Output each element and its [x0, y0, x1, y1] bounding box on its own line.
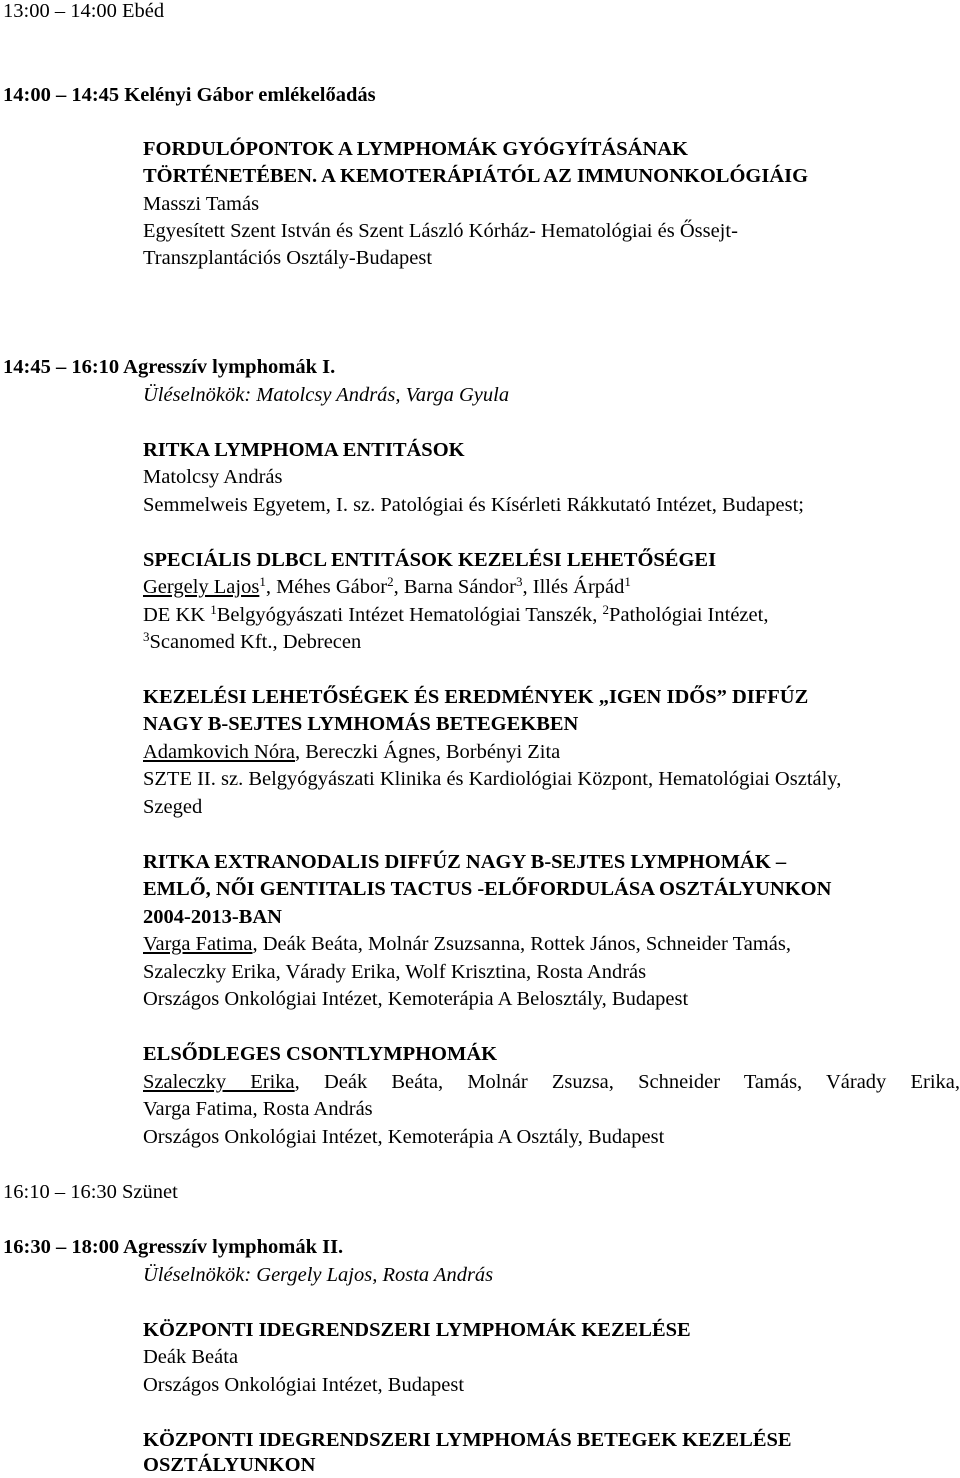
session-chairs: Üléselnökök: Matolcsy András, Varga Gyula [143, 384, 510, 406]
talk-authors [143, 739, 560, 765]
talk-affiliation: Semmelweis Egyetem, I. sz. Patológiai és Kísérleti Rákkutató Intézet, Budapest; [143, 494, 804, 516]
talk-affiliation [143, 602, 768, 628]
talk-title: SPECIÁLIS DLBCL ENTITÁSOK KEZELÉSI LEHETŐSÉGEI [143, 549, 717, 571]
talk-affiliation: Országos Onkológiai Intézet, Budapest [143, 1374, 465, 1396]
session-aggressive-lymphomas-1 [3, 354, 335, 380]
session-time: 13:00 – 14:00 [3, 0, 117, 22]
talk-title: 2004-2013-BAN [143, 906, 282, 928]
talk-authors [143, 574, 631, 600]
talk-presenter: Masszi Tamás [143, 193, 260, 215]
session-time: 14:45 – 16:10 [3, 356, 120, 378]
affiliation-index: 1 [210, 602, 217, 617]
talk-affiliation: Szeged [143, 796, 203, 818]
session-time: 16:10 – 16:30 [3, 1181, 117, 1203]
talk-authors [143, 931, 791, 957]
affiliation-text: DE KK [143, 604, 211, 626]
author-affiliation-index: 3 [516, 574, 523, 589]
session-title: Kelényi Gábor emlékelőadás [124, 84, 376, 106]
talk-affiliation: Országos Onkológiai Intézet, Kemoterápia A Belosztály, Budapest [143, 988, 689, 1010]
author-separator: , [393, 576, 404, 598]
session-title: Szünet [122, 1181, 178, 1203]
talk-authors: Varga Fatima, Rosta András [143, 1098, 373, 1120]
talk-title: KÖZPONTI IDEGRENDSZERI LYMPHOMÁS BETEGEK KEZELÉSE [143, 1429, 792, 1451]
talk-affiliation: Transzplantációs Osztály-Budapest [143, 247, 433, 269]
talk-title: FORDULÓPONTOK A LYMPHOMÁK GYÓGYÍTÁSÁNAK [143, 138, 689, 160]
talk-authors: Szaleczky Erika, Várady Erika, Wolf Krisztina, Rosta András [143, 961, 647, 983]
affiliation-text: Pathológiai Intézet, [609, 604, 769, 626]
talk-authors [143, 1069, 960, 1095]
affiliation-index: 3 [143, 629, 150, 644]
talk-presenter: Deák Beáta [143, 1346, 239, 1368]
session-time: 16:30 – 18:00 [3, 1236, 120, 1258]
talk-affiliation: Egyesített Szent István és Szent László Kórház- Hematológiai és Őssejt- [143, 220, 738, 242]
author-name: Barna Sándor [403, 576, 516, 598]
author-name: Szaleczky Erika [143, 1071, 295, 1093]
author-affiliation-index: 1 [259, 574, 266, 589]
session-title: Ebéd [122, 0, 165, 22]
session-lunch [3, 0, 164, 24]
talk-title: NAGY B-SEJTES LYMHOMÁS BETEGEKBEN [143, 713, 579, 735]
session-memorial-lecture [3, 82, 376, 108]
affiliation-text: Scanomed Kft., Debrecen [149, 631, 362, 653]
author-name: Varga Fatima [143, 933, 253, 955]
talk-title: RITKA LYMPHOMA ENTITÁSOK [143, 439, 465, 461]
affiliation-index: 2 [602, 602, 610, 617]
talk-title: EMLŐ, NŐI GENTITALIS TACTUS -ELŐFORDULÁSA OSZTÁLYUNKON [143, 878, 832, 900]
session-chairs: Üléselnökök: Gergely Lajos, Rosta András [143, 1264, 494, 1286]
session-title: Agresszív lymphomák I. [123, 356, 336, 378]
author-names: , Bereczki Ágnes, Borbényi Zita [295, 741, 561, 763]
talk-affiliation: Országos Onkológiai Intézet, Kemoterápia A Osztály, Budapest [143, 1126, 665, 1148]
talk-affiliation [143, 629, 361, 655]
session-time: 14:00 – 14:45 [3, 84, 120, 106]
author-affiliation-index: 2 [387, 574, 394, 589]
author-name: Gergely Lajos [143, 576, 260, 598]
talk-affiliation: SZTE II. sz. Belgyógyászati Klinika és Kardiológiai Központ, Hematológiai Osztály, [143, 768, 842, 790]
talk-title: KÖZPONTI IDEGRENDSZERI LYMPHOMÁK KEZELÉSE [143, 1319, 691, 1341]
talk-title: KEZELÉSI LEHETŐSÉGEK ÉS EREDMÉNYEK „IGEN IDŐS” DIFFÚZ [143, 686, 809, 708]
author-name: Méhes Gábor [276, 576, 388, 598]
author-names: , Deák Beáta, Molnár Zsuzsa, Schneider Tamás, Várady Erika, [294, 1071, 960, 1093]
talk-title: TÖRTÉNETÉBEN. A KEMOTERÁPIÁTÓL AZ IMMUNONKOLÓGIÁIG [143, 165, 809, 187]
affiliation-text: Belgyógyászati Intézet Hematológiai Tanszék, [216, 604, 603, 626]
talk-title: OSZTÁLYUNKON [143, 1454, 316, 1476]
author-name: Adamkovich Nóra [143, 741, 295, 763]
session-title: Agresszív lymphomák II. [123, 1236, 344, 1258]
author-names: , Deák Beáta, Molnár Zsuzsanna, Rottek János, Schneider Tamás, [252, 933, 791, 955]
session-break [3, 1179, 178, 1205]
author-affiliation-index: 1 [624, 574, 631, 589]
talk-title: RITKA EXTRANODALIS DIFFÚZ NAGY B-SEJTES LYMPHOMÁK – [143, 851, 787, 873]
author-name: Illés Árpád [532, 576, 625, 598]
author-separator: , [265, 576, 277, 598]
talk-presenter: Matolcsy András [143, 466, 283, 488]
session-aggressive-lymphomas-2 [3, 1234, 343, 1260]
talk-title: ELSŐDLEGES CSONTLYMPHOMÁK [143, 1043, 498, 1065]
author-separator: , [522, 576, 533, 598]
